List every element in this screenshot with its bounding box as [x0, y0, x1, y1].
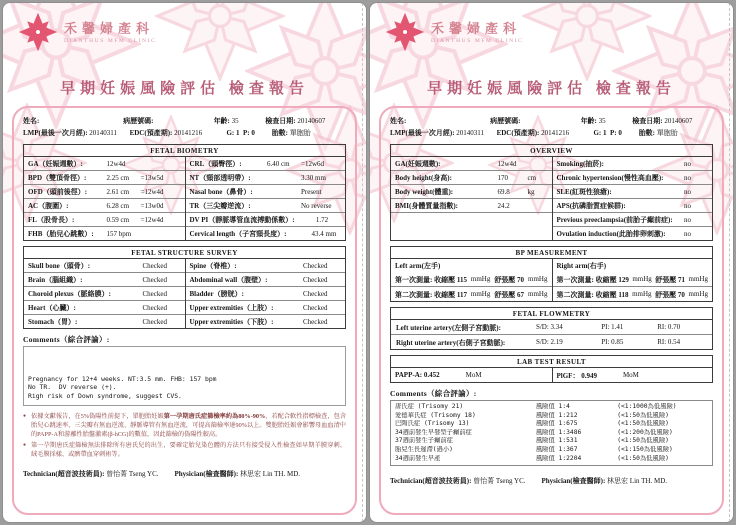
field-value: Checked	[142, 304, 167, 312]
field-ga: 3.30 mm	[301, 174, 326, 182]
field-ga: =12w4d	[140, 188, 164, 196]
footnote-1: ● 依據文獻報告，在5%偽陽性前提下，單胞胎妊娠第一孕期唐氏症篩檢率約為80%-90%，若配合軟性指標檢查，包含胎兒心跳速率、三尖瓣有無血逆流、靜脈導管有無血逆流，可提高篩檢率達90%以上。雙胞胎妊娠會影響母血血清中的PAPP-A和游離性胎盤激素(β-hCG)的數值，因此篩檢的偽陽性較高。	[23, 412, 346, 439]
comments-label: Comments（綜合評論）:	[23, 335, 110, 344]
sd-value: S/D: 3.34	[535, 322, 563, 331]
ri-value: RI: 0.54	[657, 337, 681, 346]
field-label: AC（腹圍）:	[28, 202, 69, 210]
report-title: 早期妊娠風險評估 檢查報告	[427, 81, 676, 97]
structure-row	[186, 301, 346, 315]
structure-row	[24, 273, 185, 287]
structure-row	[24, 301, 185, 315]
field-ga: No reverse	[301, 202, 332, 210]
bp-diastolic: 舒張壓 71	[655, 275, 686, 284]
pi-value: PI: 0.85	[601, 337, 624, 346]
overview-row	[391, 157, 552, 171]
bp-systolic: 第一次測量: 收縮壓 115	[395, 275, 467, 284]
field-label: BPD（雙頂骨徑）:	[28, 174, 87, 182]
patient-name-field: 姓名:	[390, 117, 407, 125]
risk-value: 風險值 1:3486	[535, 428, 582, 436]
field-ga: =13w5d	[140, 174, 164, 182]
overview-row	[553, 185, 713, 199]
fetal-biometry-table	[23, 144, 346, 241]
biometry-row	[186, 213, 346, 227]
bp-row: 第一次測量: 收縮壓 129 mmHg 舒張壓 71 mmHg	[556, 274, 708, 284]
risk-value: 風險值 1:531	[535, 437, 578, 445]
overview-row	[553, 213, 713, 227]
risk-name: 巴陶氏症 (Trisomy 13)	[395, 420, 470, 428]
field-value: Checked	[303, 304, 328, 312]
risk-name: 37週前發生子癲前症	[395, 437, 453, 445]
clinic-logo	[385, 12, 523, 52]
risk-threshold: (<1:200為低風險)	[617, 428, 673, 436]
risk-row	[395, 412, 708, 421]
structure-row	[24, 259, 185, 273]
flowmetry-row	[391, 334, 712, 349]
fetal-structure-table	[23, 246, 346, 329]
field-value: 6.28 cm	[106, 202, 130, 210]
overview-table	[390, 144, 713, 241]
overview-row	[553, 227, 713, 240]
table-title: FETAL FLOWMETRY	[391, 308, 712, 320]
field-label: SLE(紅斑性狼瘡):	[556, 188, 612, 196]
comments-box	[23, 346, 346, 406]
field-value: Checked	[303, 290, 328, 298]
plgf-result: PlGF： 0.949 MoM	[556, 370, 639, 380]
field-label: Body height(身高):	[395, 174, 452, 182]
field-value: no	[684, 230, 691, 238]
risk-row	[395, 420, 708, 429]
clinic-name-zh: 禾馨婦產科	[64, 21, 155, 36]
field-value: Checked	[303, 276, 328, 284]
fetus-count-field: 胎數: 單胞胎	[271, 129, 311, 137]
field-label: Spine（脊椎）:	[189, 262, 237, 270]
bp-systolic: 第一次測量: 收縮壓 129	[556, 275, 629, 284]
footnotes	[23, 412, 346, 459]
risk-name: 胎兒生長遲滯(過小)	[395, 445, 453, 453]
gravida-para-field: G: 1 P: 0	[593, 129, 622, 137]
patient-info	[23, 115, 346, 139]
field-label: TR（三尖瓣逆流）:	[189, 202, 251, 210]
field-label: NT（頸部透明帶）:	[189, 174, 251, 182]
field-value: Checked	[142, 262, 167, 270]
report-title: 早期妊娠風險評估 檢查報告	[60, 81, 309, 97]
bp-diastolic: 舒張壓 67	[494, 290, 525, 299]
clinic-flower-icon	[18, 12, 58, 52]
risk-name: 愛德華氏症 (Trisomy 18)	[395, 411, 476, 419]
clinic-logo	[18, 12, 156, 52]
risk-threshold: (<1:50為低風險)	[617, 411, 669, 419]
clinic-name-zh: 禾馨婦產科	[431, 21, 522, 36]
biometry-row	[24, 213, 185, 227]
risk-value: 風險值 1:675	[535, 420, 578, 428]
field-value: Checked	[142, 276, 167, 284]
field-label: Previous preeclampsia(前胎子癲前症):	[556, 216, 673, 224]
field-value: 0.59 cm	[106, 216, 130, 224]
field-label: Stomach（胃）:	[28, 318, 78, 326]
artery-label: Right uterine artery(右側子宮動脈):	[396, 338, 506, 347]
artery-label: Left uterine artery(左側子宮動脈):	[396, 323, 501, 332]
field-label: APS(抗磷脂質症候群):	[556, 202, 626, 210]
field-value: no	[684, 174, 691, 182]
field-label: FL（股骨長）:	[28, 216, 75, 224]
field-label: Heart（心臟）:	[28, 304, 76, 312]
fetus-count-field: 胎數: 單胞胎	[638, 129, 678, 137]
field-value: 2.61 cm	[106, 188, 130, 196]
structure-row	[186, 315, 346, 328]
field-label: Cervical length（子宮頸長度）:	[189, 230, 287, 238]
field-value: 157 bpm	[106, 230, 132, 238]
table-title: OVERVIEW	[391, 145, 712, 157]
risk-name: 34週前發生早產	[395, 454, 441, 462]
biometry-row	[186, 185, 346, 199]
patient-info	[390, 115, 713, 139]
pi-value: PI: 1.41	[601, 322, 624, 331]
risk-row	[395, 429, 708, 438]
biometry-row	[186, 199, 346, 213]
field-label: Upper extremities（下肢）:	[189, 318, 274, 326]
field-label: Skull bone（頭骨）:	[28, 262, 91, 270]
signature-line: Technician(超音波技術員): 曾怡菁 Tseng YC. Physician(檢查醫師): 林思宏 Lin TH. MD.	[23, 470, 301, 478]
risk-threshold: (<1:50為低風險)	[617, 437, 669, 445]
structure-row	[24, 287, 185, 301]
overview-row	[553, 171, 713, 185]
risk-value: 風險值 1:4	[535, 403, 570, 410]
table-title: BP MEASUREMENT	[391, 247, 712, 259]
bp-systolic: 第二次測量: 收縮壓 117	[395, 290, 467, 299]
field-label: Chronic hypertension(慢性高血壓):	[556, 174, 664, 182]
field-ga: Present	[301, 188, 322, 196]
risk-threshold: (<1:150為低風險)	[617, 445, 673, 453]
biometry-row	[24, 199, 185, 213]
field-value: 12w4d	[497, 160, 517, 168]
signature-line: Technician(超音波技術員): 曾怡菁 Tseng YC. Physician(檢查醫師): 林思宏 Lin TH. MD.	[390, 477, 668, 486]
field-unit: cm	[527, 174, 537, 182]
sd-value: S/D: 2.19	[535, 337, 563, 346]
field-value: 69.8	[497, 188, 510, 196]
table-title: FETAL BIOMETRY	[24, 145, 345, 157]
field-ga: =12w6d	[301, 160, 325, 168]
bp-row: 第二次測量: 收縮壓 117 mmHg 舒張壓 67 mmHg	[391, 286, 552, 301]
overview-row	[553, 199, 713, 213]
clinic-name-en: DIANTHUS MFM CLINIC	[64, 38, 157, 44]
field-value: 6.40 cm	[267, 160, 290, 168]
field-value: Checked	[303, 318, 328, 326]
field-value: Checked	[142, 290, 167, 298]
field-label: FHB（胎兒心跳數）:	[28, 230, 94, 238]
field-value: no	[684, 188, 691, 196]
bp-systolic: 第二次測量: 收縮壓 118	[556, 290, 629, 299]
report-page-ultrasound	[2, 2, 367, 523]
field-ga: =12w4d	[140, 216, 164, 224]
comment-line: Pregnancy for 12+4 weeks. NT:3.5 mm. FHB: 157 bpm	[28, 374, 217, 383]
report-page-risk	[369, 2, 734, 523]
field-label: Choroid plexus（脈絡膜）:	[28, 290, 111, 298]
field-value: no	[684, 202, 691, 210]
field-ga: =13w0d	[140, 202, 164, 210]
risk-threshold: (<1:50為低風險)	[617, 454, 669, 462]
risk-value: 風險值 1:367	[535, 445, 578, 453]
table-title: FETAL STRUCTURE SURVEY	[24, 247, 345, 259]
lmp-field: LMP(最後一次月經): 20140311	[23, 129, 118, 137]
field-value: Checked	[303, 262, 328, 270]
structure-row	[24, 315, 185, 328]
risk-threshold: (<1:50為低風險)	[617, 420, 669, 428]
bp-diastolic: 舒張壓 70	[655, 290, 685, 299]
field-label: Smoking(抽菸):	[556, 160, 604, 168]
risk-threshold: (<1:1000為低風險)	[617, 403, 677, 410]
table-title: LAB TEST RESULT	[391, 356, 712, 368]
overview-row	[391, 199, 552, 213]
bp-row: 第二次測量: 收縮壓 118 mmHg 舒張壓 70 mmHg	[553, 286, 713, 301]
lab-test-table	[390, 355, 713, 383]
ri-value: RI: 0.70	[657, 322, 681, 331]
comment-line: Righ risk of Down syndrome, suggest CVS.	[28, 391, 182, 400]
field-value: 170	[497, 174, 508, 182]
papp-a-result: PAPP-A: 0.452 MoM	[395, 370, 482, 379]
overview-row	[391, 171, 552, 185]
report-frame	[12, 106, 357, 515]
field-label: Upper extremities（上肢）:	[189, 304, 274, 312]
field-label: CRL（頭臀徑）:	[189, 160, 242, 168]
overview-row	[391, 185, 552, 199]
biometry-row	[186, 157, 346, 171]
risk-comments-box	[390, 400, 713, 466]
field-value: 2.25 cm	[106, 174, 130, 182]
biometry-row	[186, 227, 346, 240]
biometry-row	[24, 185, 185, 199]
exam-date-field: 檢查日期: 20140607	[265, 117, 326, 125]
comment-line: No TR. DV reverse (+).	[28, 383, 117, 392]
field-label: Ovulation induction(此胎排卵刺激):	[556, 230, 666, 238]
age-field: 年齡: 35	[213, 117, 239, 125]
clinic-name-en: DIANTHUS MFM CLINIC	[431, 38, 524, 44]
risk-row	[395, 437, 708, 446]
field-unit: kg	[527, 188, 535, 196]
field-label: Bladder（膀胱）:	[189, 290, 244, 298]
edc-field: EDC(預產期): 20141216	[129, 129, 203, 137]
exam-date-field: 檢查日期: 20140607	[632, 117, 693, 125]
patient-name-field: 姓名:	[23, 117, 40, 125]
biometry-row	[24, 171, 185, 185]
lmp-field: LMP(最後一次月經): 20140311	[390, 129, 485, 137]
biometry-row	[186, 171, 346, 185]
risk-name: 唐氏症 (Trisomy 21)	[395, 403, 464, 410]
field-label: Brain（腦組織）:	[28, 276, 83, 284]
structure-row	[186, 287, 346, 301]
bp-left-arm-header: Left arm(左手)	[395, 262, 441, 270]
clinic-flower-icon	[385, 12, 425, 52]
field-label: Nasal bone（鼻骨）:	[189, 188, 253, 196]
risk-row	[395, 403, 708, 412]
chart-number-field: 病歷號碼:	[123, 117, 154, 125]
field-label: GA(妊娠週數):	[395, 160, 441, 168]
field-label: Body weight(體重):	[395, 188, 454, 196]
footnote-2: ● 第一孕期唐氏症篩檢無法排除所有唐氏兒的出生，要確定胎兒染色體的方法只有接受侵入性檢查如早期羊膜穿刺、絨毛膜採樣、或臍帶血穿刺術等。	[23, 441, 346, 459]
field-label: DV PI（靜脈導管血流搏動係數）:	[189, 216, 295, 224]
edc-field: EDC(預產期): 20141216	[496, 129, 570, 137]
report-frame	[379, 106, 724, 515]
field-value: Checked	[142, 318, 167, 326]
field-label: BMI(身體質量指數):	[395, 202, 458, 210]
biometry-row	[24, 227, 185, 240]
risk-value: 風險值 1:212	[535, 411, 578, 419]
overview-row	[553, 157, 713, 171]
risk-row	[395, 455, 708, 464]
field-value: no	[684, 216, 691, 224]
field-label: OFD（頭前後徑）:	[28, 188, 88, 196]
risk-row	[395, 446, 708, 455]
comments-label: Comments（綜合評論）:	[390, 389, 477, 398]
chart-number-field: 病歷號碼:	[490, 117, 521, 125]
age-field: 年齡: 35	[580, 117, 606, 125]
gravida-para-field: G: 1 P: 0	[226, 129, 255, 137]
field-ga: 1.72	[315, 216, 329, 224]
flowmetry-row	[391, 320, 712, 334]
structure-row	[186, 273, 346, 287]
bp-diastolic: 舒張壓 70	[494, 275, 525, 284]
bp-row: 第一次測量: 收縮壓 115 mmHg 舒張壓 70 mmHg	[395, 274, 548, 284]
field-label: GA（妊娠週數）:	[28, 160, 83, 168]
fetal-flowmetry-table	[390, 307, 713, 350]
risk-value: 風險值 1:2204	[535, 454, 582, 462]
field-value: no	[684, 160, 691, 168]
bp-right-arm-header: Right arm(右手)	[556, 262, 607, 270]
field-value: 12w4d	[106, 160, 126, 168]
risk-name: 34週前發生早發型子癲前症	[395, 428, 472, 436]
field-ga: 43.4 mm	[311, 230, 337, 238]
bp-measurement-table	[390, 246, 713, 302]
biometry-row	[24, 157, 185, 171]
structure-row	[186, 259, 346, 273]
field-value: 24.2	[497, 202, 510, 210]
field-label: Abdominal wall（腹壁）:	[189, 276, 268, 284]
